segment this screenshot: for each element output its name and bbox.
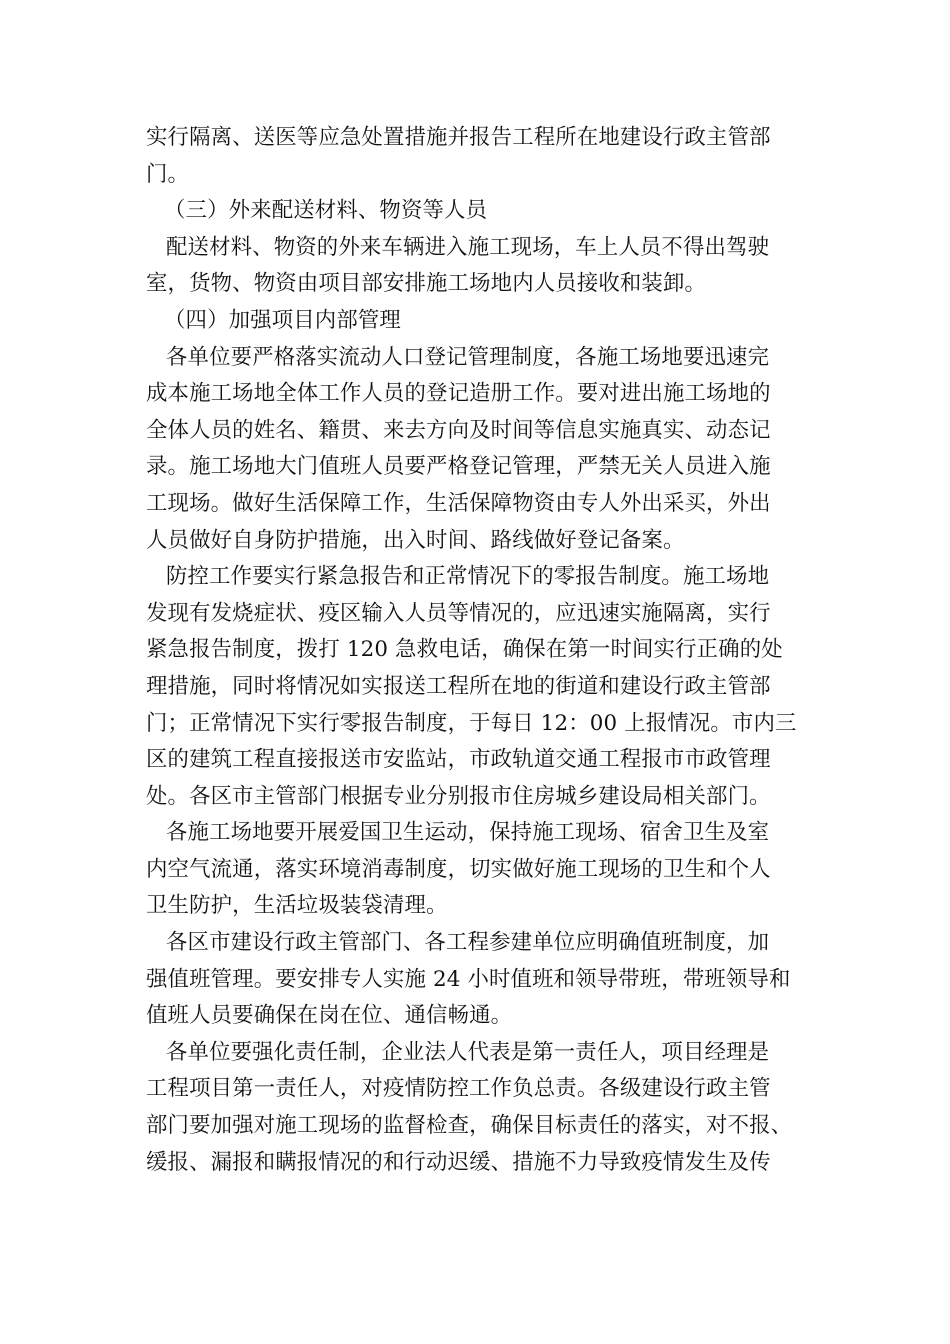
paragraph-start: 各单位要强化责任制，企业法人代表是第一责任人，项目经理是 <box>166 1039 770 1065</box>
text-line: 缓报、漏报和瞒报情况的和行动迟缓、措施不力导致疫情发生及传 <box>146 1149 771 1175</box>
text-line: 室，货物、物资由项目部安排施工场地内人员接收和装卸。 <box>146 271 707 297</box>
paragraph-start: 各单位要严格落实流动人口登记管理制度，各施工场地要迅速完 <box>166 344 770 370</box>
text-line: 成本施工场地全体工作人员的登记造册工作。要对进出施工场地的 <box>146 381 771 407</box>
text-line: 门；正常情况下实行零报告制度，于每日 12：00 上报情况。市内三 <box>146 710 797 736</box>
text-line: 内空气流通，落实环境消毒制度，切实做好施工现场的卫生和个人 <box>146 856 771 882</box>
text-line: 工现场。做好生活保障工作，生活保障物资由专人外出采买，外出 <box>146 490 771 516</box>
text-line: 录。施工场地大门值班人员要严格登记管理，严禁无关人员进入施 <box>146 454 771 480</box>
text-line: 部门要加强对施工现场的监督检查，确保目标责任的落实，对不报、 <box>146 1113 793 1139</box>
text-line: 实行隔离、送医等应急处置措施并报告工程所在地建设行政主管部 <box>146 125 771 150</box>
text-line: 值班人员要确保在岗在位、通信畅通。 <box>146 1003 513 1029</box>
text-line: 人员做好自身防护措施，出入时间、路线做好登记备案。 <box>146 527 685 553</box>
text-line: 工程项目第一责任人，对疫情防控工作负总责。各级建设行政主管 <box>146 1076 771 1102</box>
text-line: 紧急报告制度，拨打 120 急救电话，确保在第一时间实行正确的处 <box>146 637 783 663</box>
text-line: 发现有发烧症状、疫区输入人员等情况的，应迅速实施隔离，实行 <box>146 600 771 626</box>
text-line: 处。各区市主管部门根据专业分别报市住房城乡建设局相关部门。 <box>146 783 771 809</box>
section-heading-4: （四）加强项目内部管理 <box>164 307 401 333</box>
text-line: 门。 <box>146 161 190 187</box>
paragraph-start: 配送材料、物资的外来车辆进入施工现场，车上人员不得出驾驶 <box>166 234 770 260</box>
document-body <box>146 120 808 1181</box>
paragraph-start: 防控工作要实行紧急报告和正常情况下的零报告制度。施工场地 <box>166 564 770 590</box>
text-line: 卫生防护，生活垃圾装袋清理。 <box>146 893 448 919</box>
text-line: 理措施，同时将情况如实报送工程所在地的街道和建设行政主管部 <box>146 673 771 699</box>
text-line: 强值班管理。要安排专人实施 24 小时值班和领导带班，带班领导和 <box>146 966 791 992</box>
paragraph-start: 各施工场地要开展爱国卫生运动，保持施工现场、宿舍卫生及室 <box>166 820 770 846</box>
text-line: 区的建筑工程直接报送市安监站，市政轨道交通工程报市市政管理 <box>146 747 771 773</box>
section-heading-3: （三）外来配送材料、物资等人员 <box>164 198 488 224</box>
text-line: 全体人员的姓名、籍贯、来去方向及时间等信息实施真实、动态记 <box>146 417 771 443</box>
paragraph-start: 各区市建设行政主管部门、各工程参建单位应明确值班制度，加 <box>166 930 770 956</box>
